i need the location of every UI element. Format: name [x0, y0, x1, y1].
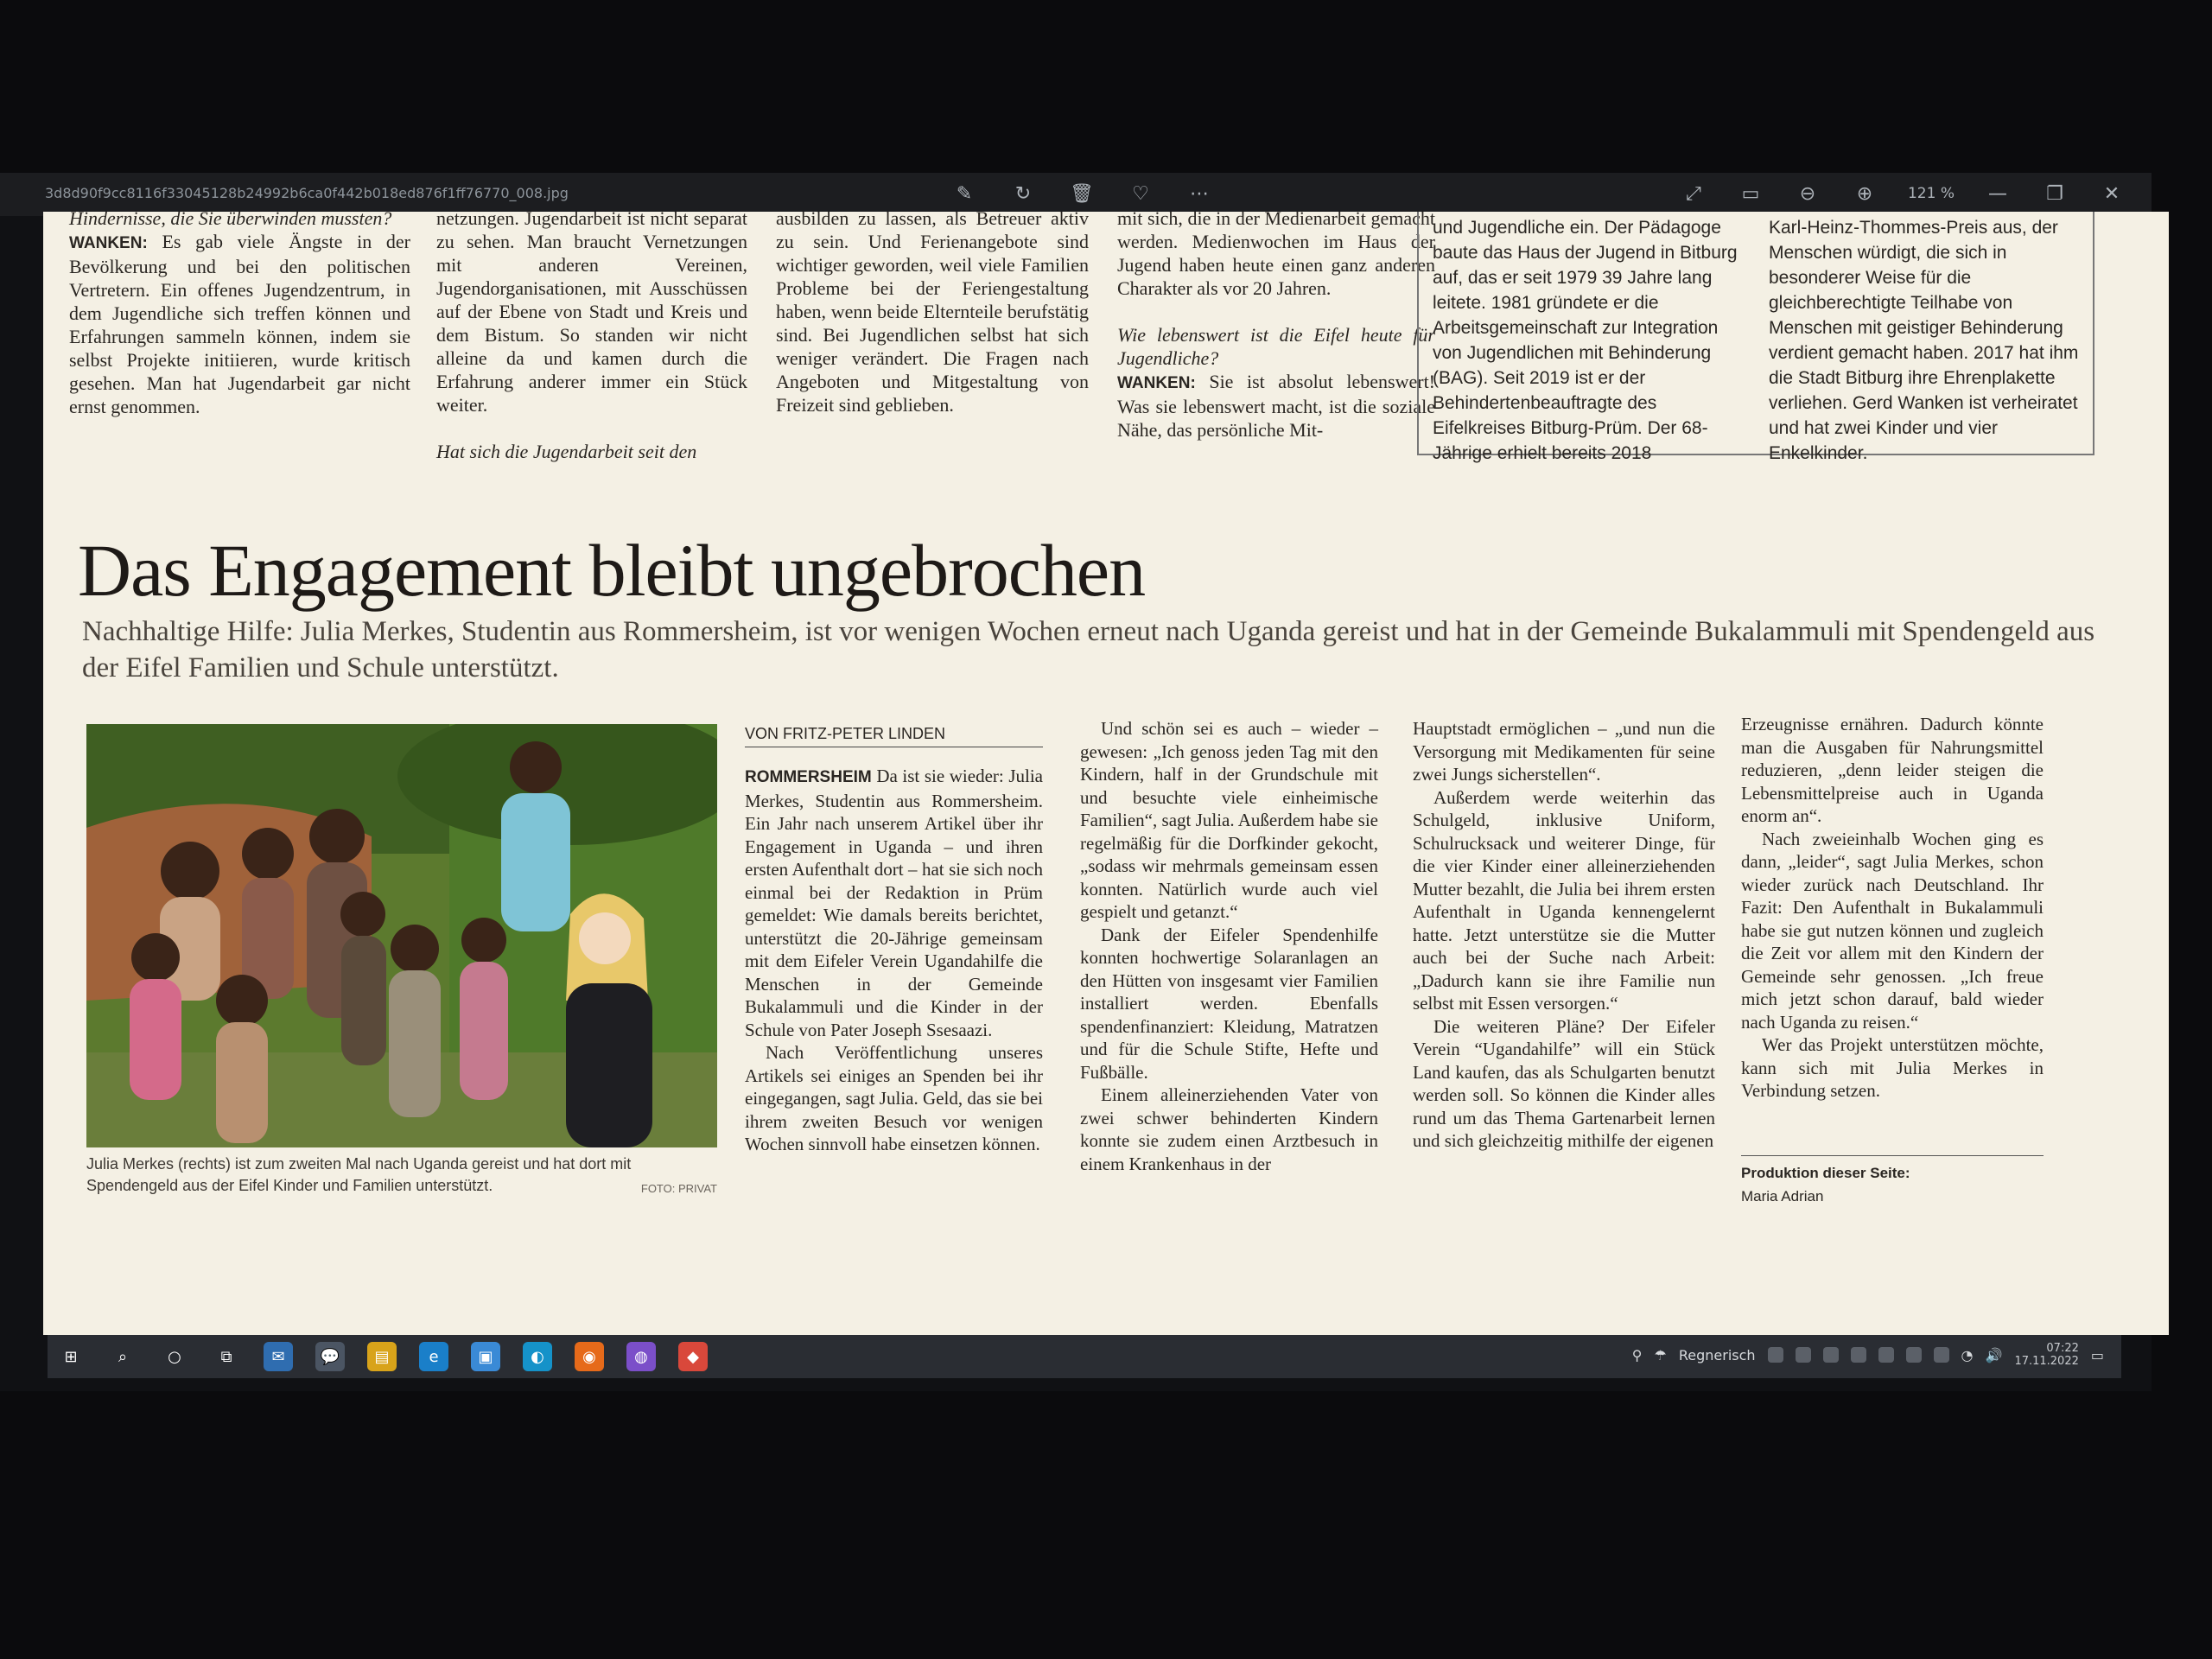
- interview-question: Hindernisse, die Sie überwinden mussten?: [69, 212, 392, 229]
- photo-illustration: [86, 724, 717, 1147]
- minimize-icon[interactable]: —: [1988, 182, 2007, 205]
- bio-box-col-1: und Jugendliche ein. Der Pädagoge baute das Haus der Jugend in Bitburg auf, das er seit 1979 39 Jahre lang leitete. 1981 gründete er die Arbeitsgemeinschaft zur Integration von Jugendlichen mit Behinderung (BAG). Seit 2019 ist er der Behindertenbeauftragte des Eifelkreises Bitburg-Prüm. Der 68-Jährige erhielt bereits 2018: [1433, 218, 1738, 463]
- volume-icon[interactable]: 🔊: [1985, 1346, 2003, 1363]
- app-icon-2[interactable]: ◆: [678, 1342, 708, 1371]
- production-credit: [1741, 1155, 2044, 1208]
- mail-icon[interactable]: ✉: [264, 1342, 293, 1371]
- paragraph: Hauptstadt ermöglichen – „und nun die Versorgung mit Medikamenten für seine zwei Jungs sicherstellen“.: [1413, 718, 1715, 785]
- paragraph: Nach Veröffentlichung unseres Artikels sei einiges an Spenden bei ihr eingegangen, sagt Julia. Geld, das sie bei ihrem zweiten Besuch vor wenigen Wochen sinnvoll habe einsetzen können.: [745, 1042, 1043, 1154]
- browser-icon[interactable]: ◐: [523, 1342, 552, 1371]
- tray-icon-6[interactable]: [1906, 1347, 1922, 1363]
- restore-icon[interactable]: ❐: [2046, 182, 2063, 205]
- article-column-4: [1741, 713, 2044, 1103]
- lead-paragraph: Da ist sie wieder: Julia Merkes, Studentin aus Rommersheim. Ein Jahr nach unserem Artikel über ihr Engagement in Uganda – und ihren ersten Aufenthalt dort – hat sie sich noch einmal bei der Redaktion in Prüm gemeldet: Wie damals bereits berichtet, unterstützt die 20-Jährige gemeinsam mit dem Eifeler Verein Ugandahilfe die Menschen in der Gemeinde Bukalammuli und die Kinder in der Schule von Pater Joseph Ssesaazi.: [745, 766, 1043, 1040]
- top-column-3: [776, 212, 1089, 416]
- paragraph: Die weiteren Pläne? Der Eifeler Verein “Ugandahilfe” will ein Stück Land kaufen, das als Schulgarten benutzt werden soll. So können die Kinder alles rund um das Thema Gartenarbeit lernen und sich gleichzeitig mithilfe der eigenen: [1413, 1015, 1715, 1151]
- tray-icon-2[interactable]: [1796, 1347, 1811, 1363]
- file-explorer-icon[interactable]: ▤: [367, 1342, 397, 1371]
- article-column-1: [745, 765, 1043, 1156]
- paragraph: Erzeugnisse ernähren. Dadurch könnte man die Ausgaben für Nahrungsmittel reduzieren, „denn leider steigen die Lebensmittelpreise auch in Uganda enorm an“.: [1741, 714, 2044, 826]
- zoom-out-icon[interactable]: ⊖: [1799, 182, 1816, 205]
- viewer-toolbar: [950, 180, 1213, 207]
- paragraph: Und schön sei es auch – wieder – gewesen: „Ich genoss jeden Tag mit den Kindern, half in der Grundschule mit und besuchte viele einheimische Familien“, sagt Julia. Außerdem habe sie regelmäßig für die Dorfkinder gekocht, „sodass wir mehrmals gemeinsam essen konnten. Natürlich wurde auch viel gespielt und getanzt.“: [1080, 718, 1378, 922]
- paragraph: Nach zweieinhalb Wochen ging es dann, „leider“, sagt Julia Merkes, schon wieder zurück nach Deutschland. Ihr Fazit: Den Aufenthalt in Bukalammuli habe sie gut nutzen können und zugleich die Zeit vor allem mit den Kindern der Gemeinde sehr genossen. „Ich freue mich jetzt schon darauf, bald wieder nach Uganda zu reisen.“: [1741, 828, 2044, 1033]
- caption-text: Julia Merkes (rechts) ist zum zweiten Mal nach Uganda gereist und hat dort mit Spendengeld aus der Eifel Kinder und Familien unterstützt.: [86, 1155, 632, 1194]
- top-column-2: [436, 212, 747, 463]
- column-text: netzungen. Jugendarbeit ist nicht separat zu sehen. Man braucht Vernetzungen mit anderen Vereinen, Jugendorganisationen, mit Ausschüssen auf der Ebene von Stadt und Kreis und dem Bistum. So standen wir nicht alleine da und kamen durch die Erfahrung anderer immer ein Stück weiter.: [436, 212, 747, 416]
- paragraph: Wer das Projekt unterstützen möchte, kann sich mit Julia Merkes in Verbindung setzen.: [1741, 1034, 2044, 1101]
- speaker-label: WANKEN:: [69, 234, 148, 252]
- people-icon[interactable]: ⚲: [1631, 1346, 1643, 1363]
- fit-window-icon[interactable]: ▭: [1741, 182, 1760, 205]
- tray-icon-1[interactable]: [1768, 1347, 1783, 1363]
- column-text: mit sich, die in der Medienarbeit gemacht werden. Medienwochen im Haus der Jugend haben heute einen ganz anderen Charakter als vor 20 Jahren.: [1117, 212, 1435, 299]
- interview-question: Wie lebenswert ist die Eifel heute für Jugendliche?: [1117, 324, 1435, 369]
- bio-box-col-2: Karl-Heinz-Thommes-Preis aus, der Menschen würdigt, die sich in besonderer Weise für die gleichberechtigte Teilhabe von Menschen mit geistiger Behinderung verdient gemacht haben. 2017 hat ihm die Stadt Bitburg ihre Ehrenplakette verliehen. Gerd Wanken ist verheiratet und hat zwei Kinder und vier Enkelkinder.: [1769, 218, 2079, 463]
- viewer-titlebar: [0, 173, 2152, 216]
- paragraph: Außerdem werde weiterhin das Schulgeld, inklusive Uniform, Schulrucksack und weiterer Dinge, für die vier Kinder einer alleinerziehenden Mutter bezahlt, die Julia bei ihrem ersten Aufenthalt in Uganda kennengelernt hatte. Jetzt unterstütze sie die Mutter auch bei der Suche nach Arbeit: „Dadurch kann sie ihre Familie nun selbst mit Essen versorgen.“: [1413, 786, 1715, 1014]
- paragraph: Einem alleinerziehenden Vater von zwei schwer behinderten Kindern konnte sie zudem einen Arztbesuch in einem Krankenhaus in der: [1080, 1084, 1378, 1174]
- top-column-4: [1117, 212, 1435, 442]
- favorite-icon[interactable]: ♡: [1132, 182, 1149, 205]
- tray-icon-4[interactable]: [1851, 1347, 1866, 1363]
- zoom-in-icon[interactable]: ⊕: [1856, 182, 1873, 205]
- bio-box: [1417, 212, 2094, 463]
- photo-credit: FOTO: PRIVAT: [640, 1182, 717, 1195]
- clock-time: 07:22: [2046, 1342, 2079, 1355]
- production-name: Maria Adrian: [1741, 1188, 1824, 1205]
- production-label: Produktion dieser Seite:: [1741, 1165, 1910, 1181]
- dateline: ROMMERSHEIM: [745, 768, 872, 786]
- weather-icon[interactable]: ☂: [1654, 1346, 1667, 1363]
- more-options-icon[interactable]: ⋯: [1190, 182, 1209, 205]
- article-byline: VON FRITZ-PETER LINDEN: [745, 725, 1043, 747]
- photo-caption: [86, 1154, 717, 1197]
- delete-icon[interactable]: 🗑: [1070, 182, 1094, 205]
- speaker-label: WANKEN:: [1117, 374, 1196, 392]
- search-icon[interactable]: ⌕: [118, 1347, 128, 1366]
- article-subhead: Nachhaltige Hilfe: Julia Merkes, Studentin aus Rommersheim, ist vor wenigen Wochen erneut nach Uganda gereist und hat in der Gemeinde Bukalammuli mit Spendengeld aus der Eifel Familien und Schule unterstützt.: [82, 616, 2095, 683]
- tray-icon-7[interactable]: [1934, 1347, 1949, 1363]
- newspaper-page: [43, 212, 2169, 1335]
- tray-icon-5[interactable]: [1878, 1347, 1894, 1363]
- chat-icon[interactable]: 💬: [315, 1342, 345, 1371]
- fullscreen-icon[interactable]: ⤢: [1686, 182, 1701, 205]
- zoom-level: 121 %: [1907, 185, 1955, 202]
- taskbar-apps: [56, 1342, 708, 1371]
- app-icon[interactable]: ◍: [626, 1342, 656, 1371]
- interview-answer: Es gab viele Ängste in der Bevölkerung und bei den politischen Vertretern. Ein offenes Jugendzentrum, in dem Jugendliche sich treffen können und Erfahrungen sammeln können, indem sie selbst Projekte initiieren, wurde kritisch gesehen. Man hat Jugendarbeit gar nicht ernst genommen.: [69, 231, 410, 417]
- taskbar: [48, 1335, 2121, 1378]
- close-icon[interactable]: ✕: [2103, 182, 2120, 205]
- system-tray: [1632, 1342, 2104, 1368]
- article-column-2: [1080, 717, 1378, 1175]
- article-photo: [86, 724, 717, 1147]
- edge-icon[interactable]: e: [419, 1342, 448, 1371]
- clock-date: 17.11.2022: [2014, 1355, 2079, 1368]
- cortana-icon[interactable]: ○: [168, 1347, 181, 1366]
- interview-answer: Sie ist absolut lebenswert! Was sie lebenswert macht, ist die soziale Nähe, das persönliche Mit-: [1117, 371, 1436, 441]
- interview-question: Hat sich die Jugendarbeit seit den: [436, 441, 697, 462]
- article-column-3: [1413, 717, 1715, 1153]
- network-icon[interactable]: ◔: [1961, 1346, 1974, 1363]
- firefox-icon[interactable]: ◉: [575, 1342, 604, 1371]
- edit-image-icon[interactable]: ✎: [956, 182, 973, 205]
- paragraph: Dank der Eifeler Spendenhilfe konnten hochwertige Solaranlagen an den Hütten von insgesamt vier Familien installiert werden. Ebenfalls spendenfinanziert: Kleidung, Matratzen und für die Schule Stifte, Hefte und Fußbälle.: [1080, 924, 1378, 1083]
- article-headline: Das Engagement bleibt ungebrochen: [78, 529, 1146, 612]
- windows-start-icon[interactable]: ⊞: [64, 1347, 78, 1366]
- photos-icon[interactable]: ▣: [471, 1342, 500, 1371]
- column-text: ausbilden zu lassen, als Betreuer aktiv zu sein. Und Ferienangebote sind wichtiger geworden, weil viele Familien Probleme bei der Feriengestaltung haben, wenn beide Elternteile berufstätig sind. Bei Jugendlichen selbst hat sich weniger verändert. Die Fragen nach Angeboten und Mitgestaltung von Freizeit sind geblieben.: [776, 212, 1089, 416]
- system-clock[interactable]: [2014, 1342, 2078, 1368]
- tray-icon-3[interactable]: [1823, 1347, 1839, 1363]
- weather-text[interactable]: Regnerisch: [1678, 1346, 1756, 1363]
- file-name: 3d8d90f9cc8116f33045128b24992b6ca0f442b018ed876f1ff76770_008.jpg: [45, 185, 569, 201]
- viewer-window-controls: [1680, 180, 2126, 207]
- rotate-icon[interactable]: ↻: [1014, 182, 1032, 205]
- top-column-1: [69, 212, 410, 418]
- task-view-icon[interactable]: ⧉: [220, 1347, 232, 1366]
- notifications-icon[interactable]: ▭: [2090, 1346, 2104, 1363]
